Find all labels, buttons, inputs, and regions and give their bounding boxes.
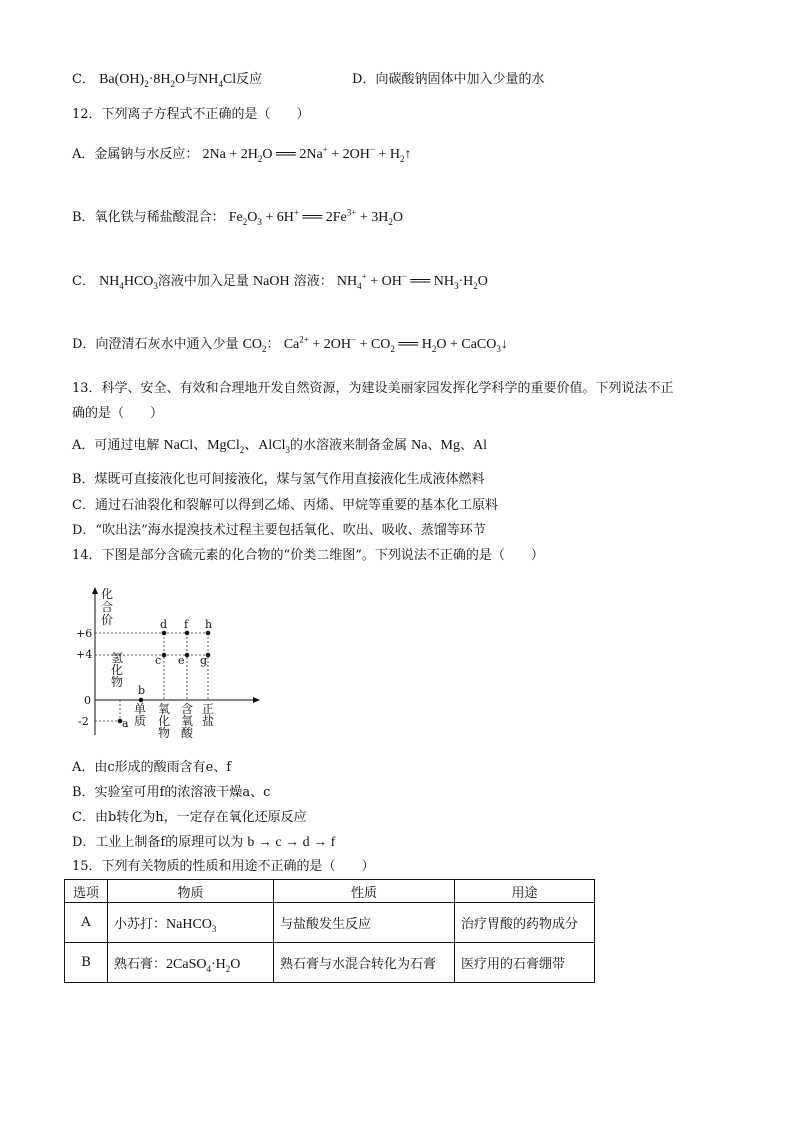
point-f [185, 631, 190, 636]
category-label-2-1: 化 [158, 714, 171, 728]
q11-option-d: D．向碳酸钠固体中加入少量的水 [352, 72, 545, 87]
q14-stem: 14．下图是部分含硫元素的化合物的“价类二维图”。下列说法不正确的是（ ） [72, 548, 544, 563]
point-d [162, 631, 167, 636]
q14-option-a: A．由c形成的酸雨含有e、f [72, 760, 232, 775]
category-label-4-0: 正 [202, 702, 215, 716]
q12-stem: 12．下列离子方程式不正确的是（ ） [72, 107, 310, 122]
table-row [65, 943, 595, 983]
y-tick-neg2: -2 [78, 715, 89, 728]
category-label-3-1: 氧 [181, 714, 194, 728]
equation-d: $Ca^{2+} + 2OH^- + CO_2$ ══ $H_2O$ + CaCO$_3$↓ [283, 334, 508, 354]
q15-stem: 15．下列有关物质的性质和用途不正确的是（ ） [72, 859, 375, 874]
header-property: 性质 [274, 880, 455, 903]
y-axis-arrow [92, 587, 98, 594]
category-label-3-2: 酸 [181, 726, 194, 740]
point-h [206, 631, 211, 636]
equation-c: $NH_4^+ + OH^-$ ══ $NH_3\cdot H_2O$ [336, 271, 488, 291]
x-axis-arrow [253, 697, 260, 703]
row-use: 医疗用的石膏绷带 [455, 943, 595, 983]
point-e [185, 653, 190, 658]
category-label-0-0: 氢 [111, 651, 124, 665]
category-label-2-0: 氧 [158, 702, 171, 716]
label-e: e [178, 654, 185, 667]
q12-option-a: A．金属钠与水反应： $2Na + 2H_2O$ ══ $2Na^+ + 2OH^- + H_2↑$ [72, 144, 412, 164]
formula-caso4: $2CaSO_4\cdot H_2O$ [166, 956, 241, 974]
label-b: b [138, 684, 146, 697]
label-c: c [155, 654, 162, 667]
category-label-0-2: 物 [111, 675, 124, 689]
row-property: 与盐酸发生反应 [274, 903, 455, 943]
conversion-chain: b → c → d → f [247, 835, 336, 850]
y-tick-4: +4 [76, 648, 93, 661]
label-g: g [200, 654, 208, 667]
equation-a: $2Na + 2H_2O$ ══ $2Na^+ + 2OH^- + H_2↑$ [202, 144, 412, 164]
y-title-2: 合 [101, 600, 114, 614]
formula-nahco3: NaHCO$_3$ [166, 916, 217, 934]
y-tick-6: +6 [76, 627, 93, 640]
formula-nh4hco3: $NH_4HCO_3$ [99, 274, 158, 291]
q13-stem-line1: 13．科学、安全、有效和合理地开发自然资源，为建设美丽家园发挥化学科学的重要价值。下列说法不正 [72, 381, 674, 396]
category-label-2-2: 物 [158, 726, 171, 740]
formula-co2: $CO_2$ [242, 337, 267, 354]
row-option: B [65, 943, 108, 983]
q14-option-d: D．工业上制备f的原理可以为 b → c → d → f [72, 835, 336, 850]
table-row [65, 903, 595, 943]
q13-option-c: C．通过石油裂化和裂解可以得到乙烯、丙烯、甲烷等重要的基本化工原料 [72, 498, 498, 513]
label-a: a [122, 717, 129, 730]
row-property: 熟石膏与水混合转化为石膏 [274, 943, 455, 983]
row-substance: 熟石膏：$2CaSO_4\cdot H_2O$ [108, 943, 274, 983]
property-table [64, 879, 595, 983]
table-header-row [65, 880, 595, 903]
q13-option-a: A．可通过电解 NaCl、MgCl$_2$、AlCl$_3$的水溶液来制备金属 Na、Mg、Al [72, 438, 487, 455]
formula-nh4cl: $NH_4Cl$ [198, 72, 237, 89]
q14-option-b: B．实验室可用f的浓溶液干燥a、c [72, 785, 271, 800]
q12-option-d: D．向澄清石灰水中通入少量 $CO_2$： $Ca^{2+} + 2OH^- + CO_2$ ══ $H_2O$ + CaCO$_3$↓ [72, 334, 508, 354]
label-d: d [160, 618, 168, 631]
q12-option-b: B．氧化铁与稀盐酸混合： $Fe_2O_3 + 6H^+$ ══ $2Fe^{3+} + 3H_2O$ [72, 207, 403, 227]
category-label-3-0: 含 [181, 702, 194, 716]
q14-option-c: C．由b转化为h，一定存在氧化还原反应 [72, 810, 307, 825]
category-label-1-1: 质 [134, 714, 147, 728]
row-option: A [65, 903, 108, 943]
point-c [162, 653, 167, 658]
q13-option-d: D．“吹出法”海水提溴技术过程主要包括氧化、吹出、吸收、蒸馏等环节 [72, 523, 486, 538]
category-label-1-0: 单 [134, 702, 147, 716]
label-h: h [205, 618, 213, 631]
header-use: 用途 [455, 880, 595, 903]
y-tick-0: 0 [84, 694, 91, 707]
formula-baoh2: $Ba(OH)_2\cdot 8H_2O$ [99, 72, 186, 89]
formula-salts: NaCl、MgCl$_2$、AlCl$_3$ [163, 438, 291, 455]
header-substance: 物质 [108, 880, 274, 903]
q13-option-b: B．煤既可直接液化也可间接液化，煤与氢气作用直接液化生成液体燃料 [72, 472, 485, 487]
q11-option-c: C． $Ba(OH)_2\cdot 8H_2O$与$NH_4Cl$反应 [72, 72, 263, 89]
label-f: f [184, 618, 189, 631]
row-use: 治疗胃酸的药物成分 [455, 903, 595, 943]
q13-stem-line2: 确的是（ ） [72, 406, 164, 421]
y-title-1: 化 [101, 587, 114, 601]
row-substance: 小苏打：NaHCO$_3$ [108, 903, 274, 943]
y-title-3: 价 [101, 613, 114, 627]
category-label-4-1: 盐 [202, 714, 215, 728]
formula-metals: Na [411, 438, 428, 453]
q12-option-c: C． $NH_4HCO_3$溶液中加入足量 NaOH 溶液： $NH_4^+ + OH^-$ ══ $NH_3\cdot H_2O$ [72, 271, 488, 291]
category-label-0-1: 化 [111, 663, 124, 677]
header-option: 选项 [65, 880, 108, 903]
valence-class-chart [74, 585, 274, 747]
formula-naoh: NaOH [253, 274, 290, 289]
equation-b: $Fe_2O_3 + 6H^+$ ══ $2Fe^{3+} + 3H_2O$ [228, 207, 403, 227]
